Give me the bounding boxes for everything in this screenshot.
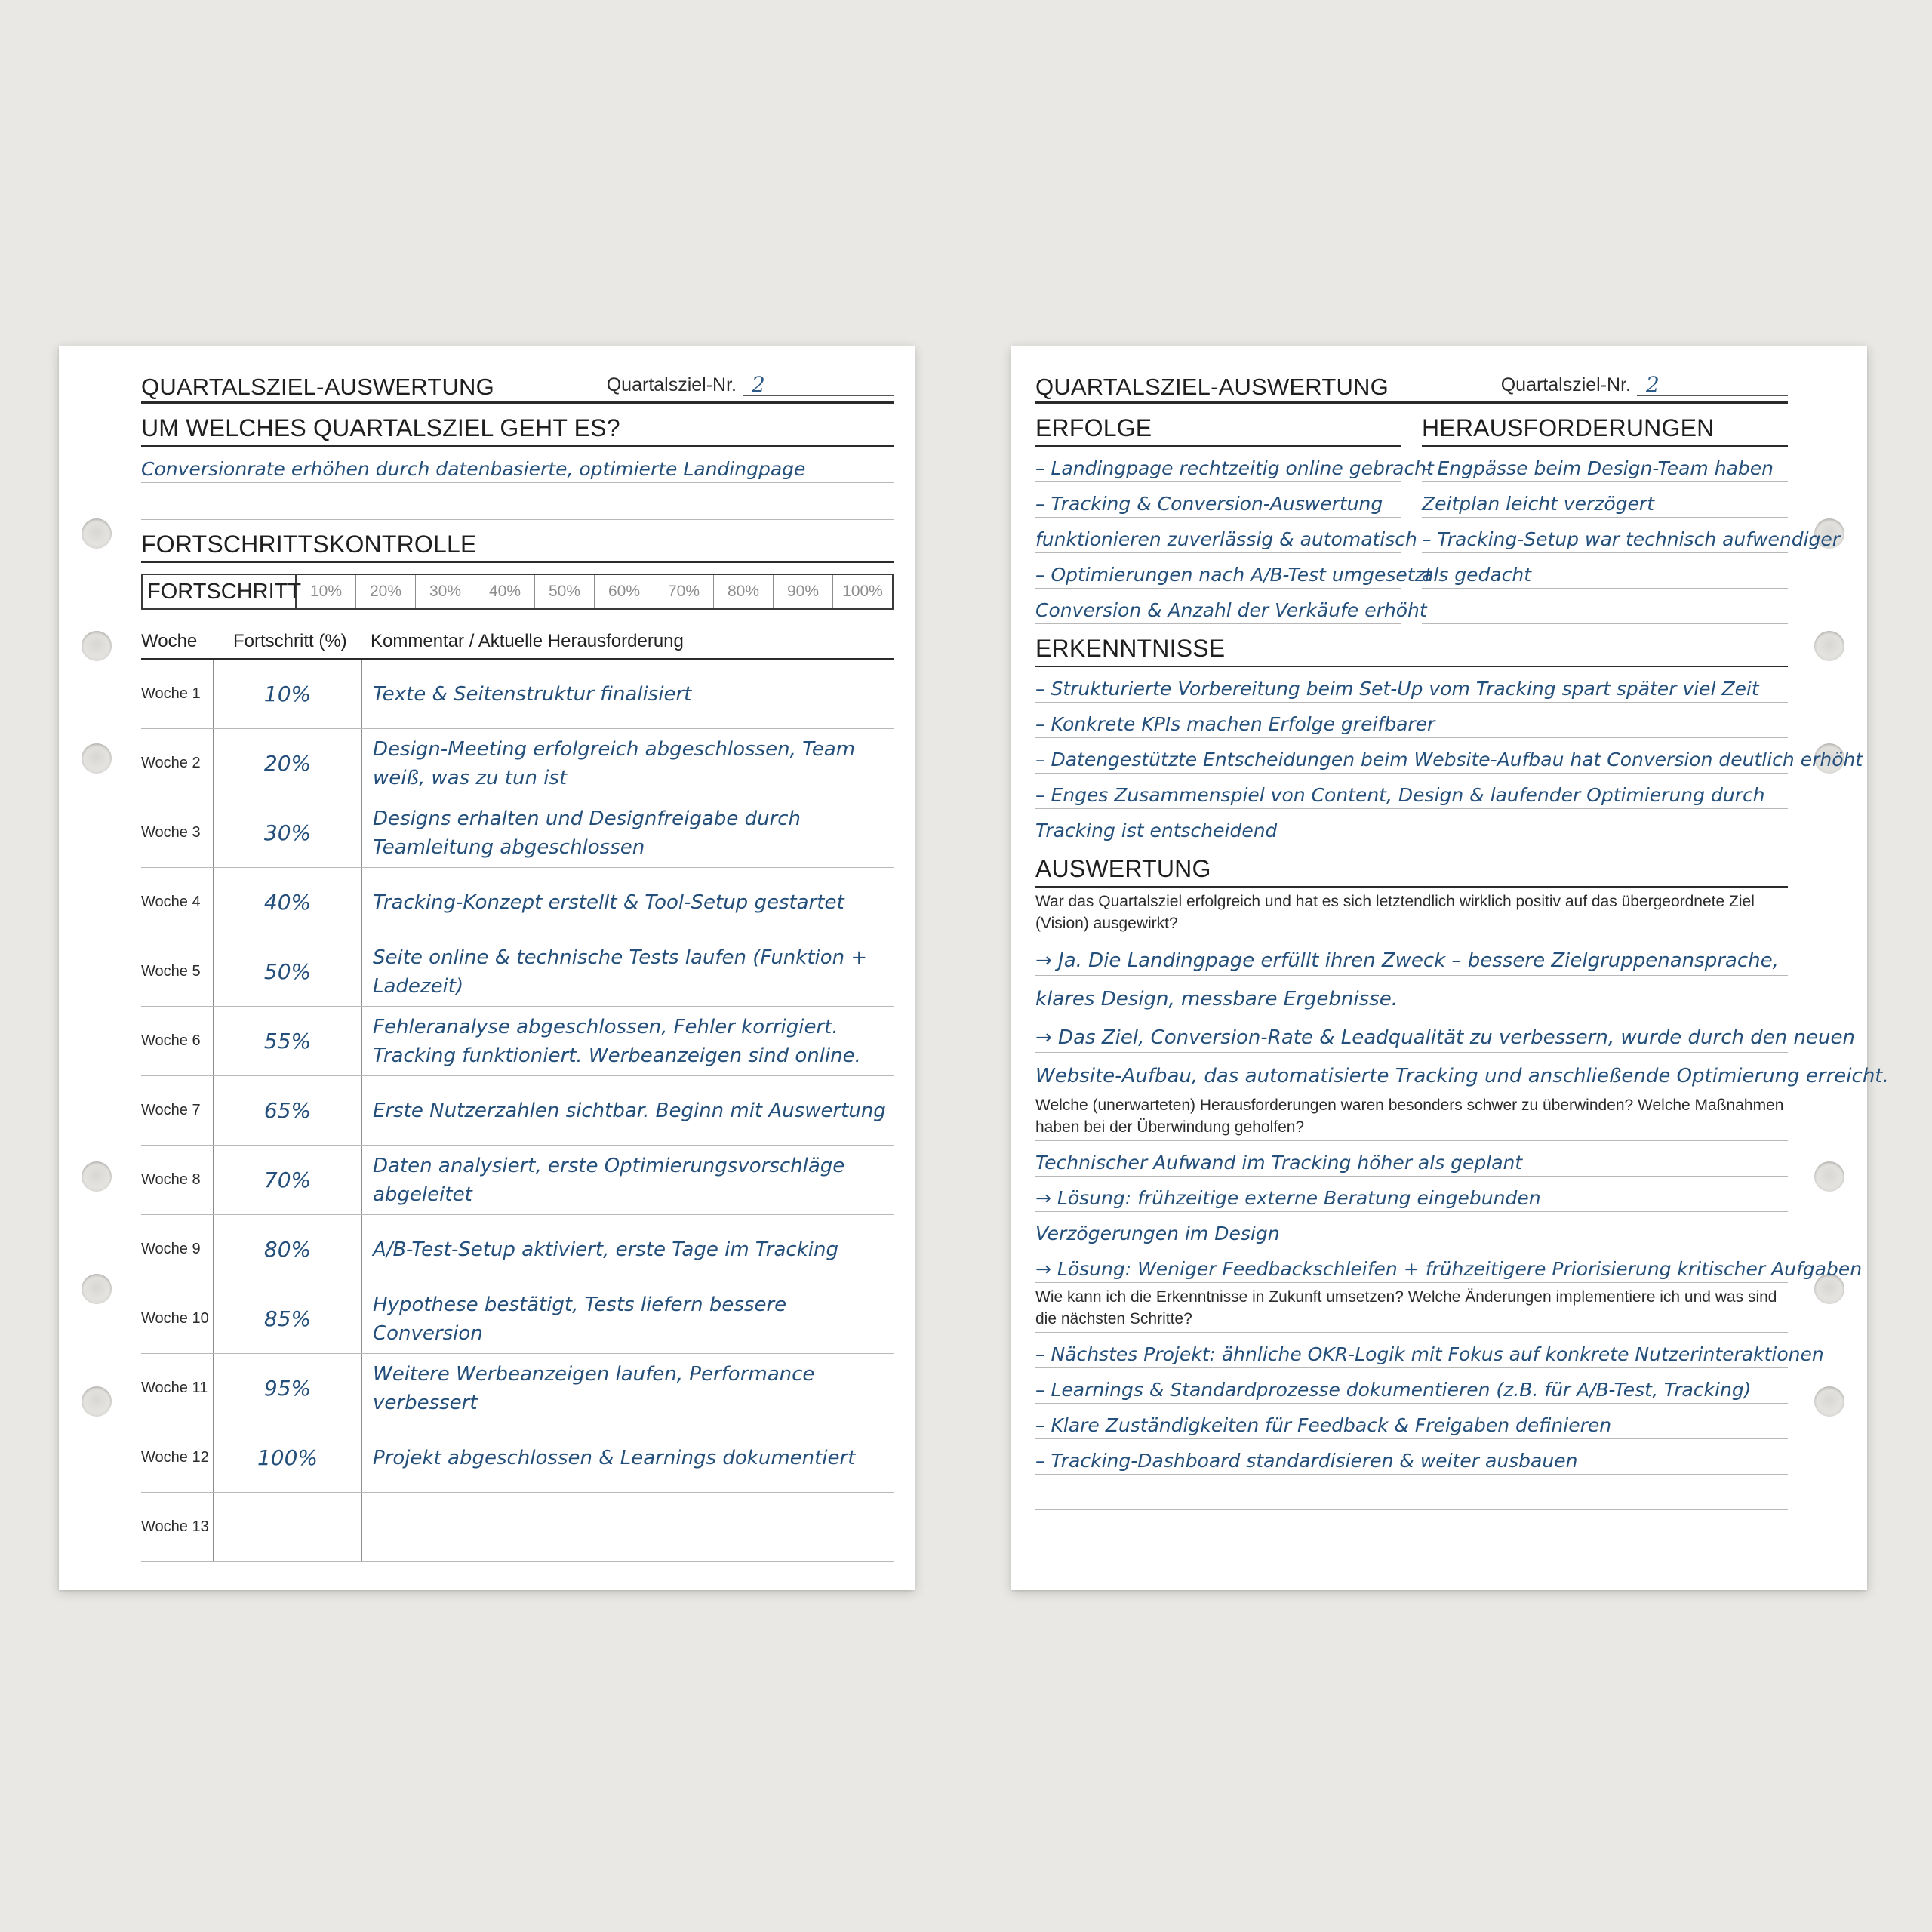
week-comment-cell[interactable] (362, 1076, 894, 1145)
week-label: Woche 8 (141, 1146, 214, 1214)
col-comment: Kommentar / Aktuelle Herausforderung (371, 631, 684, 651)
goal-number-field[interactable] (1637, 374, 1788, 396)
week-row (141, 1076, 894, 1146)
erkenntnis-text: – Strukturierte Vorbereitung beim Set-Up vom Tracking spart später viel Zeit (1035, 678, 1759, 700)
week-progress-value: 30% (263, 820, 312, 845)
week-progress-value: 85% (263, 1306, 312, 1331)
week-comment: Designs erhalten und Designfreigabe durch Teamleitung abgeschlossen (373, 807, 801, 859)
week-comment-cell[interactable] (362, 1146, 894, 1214)
goal-number-value: 2 (752, 372, 765, 397)
weekly-table-header (141, 625, 894, 660)
punch-hole (82, 743, 112, 774)
answer1-line[interactable] (1035, 1053, 1889, 1091)
week-progress-cell[interactable] (214, 1493, 362, 1561)
week-label: Woche 12 (141, 1423, 214, 1492)
week-row (141, 1423, 894, 1493)
week-row (141, 1493, 894, 1562)
answer2-text: Technischer Aufwand im Tracking höher als geplant (1035, 1152, 1523, 1174)
answer3-text: – Tracking-Dashboard standardisieren & weiter ausbauen (1035, 1450, 1578, 1472)
goal-line-empty[interactable] (141, 483, 894, 520)
week-comment-cell[interactable] (362, 937, 894, 1006)
week-comment-cell[interactable] (362, 1215, 894, 1284)
week-comment-cell[interactable] (362, 1423, 894, 1492)
week-row (141, 1146, 894, 1215)
answer3-text: – Nächstes Projekt: ähnliche OKR-Logik mit Fokus auf konkrete Nutzerinteraktionen (1035, 1343, 1824, 1365)
answer1-line[interactable] (1035, 937, 1788, 976)
week-comment-cell[interactable] (362, 868, 894, 937)
week-progress-value: 70% (263, 1168, 312, 1192)
week-progress-value: 80% (263, 1237, 312, 1262)
erfolge-herausforderungen (1035, 414, 1841, 624)
answer3-line[interactable] (1035, 1404, 1788, 1439)
goal-number-label: Quartalsziel-Nr. (1500, 374, 1631, 395)
progress-step[interactable]: 90% (774, 575, 833, 608)
answer2-text: Verzögerungen im Design (1035, 1223, 1280, 1244)
erkenntnis-text: – Enges Zusammenspiel von Content, Design & laufender Optimierung durch (1035, 784, 1765, 806)
week-row (141, 1354, 894, 1423)
auswertung-heading: AUSWERTUNG (1035, 855, 1788, 888)
herausforderung-line[interactable] (1422, 447, 1788, 482)
week-row (141, 1284, 894, 1354)
week-progress-cell[interactable] (214, 729, 362, 798)
goal-number-label: Quartalsziel-Nr. (606, 374, 737, 395)
week-comment-cell[interactable] (362, 1493, 894, 1561)
goal-text: Conversionrate erhöhen durch datenbasierte, optimierte Landingpage (141, 458, 806, 480)
week-comment-cell[interactable] (362, 798, 894, 867)
answer2-line[interactable] (1035, 1177, 1788, 1212)
erfolge-list (1035, 447, 1434, 624)
erfolg-line[interactable] (1035, 447, 1434, 482)
herausforderung-text: als gedacht (1422, 564, 1532, 586)
erfolg-text: – Tracking & Conversion-Auswertung (1035, 493, 1383, 515)
herausforderung-text: – Tracking-Setup war technisch aufwendiger (1422, 528, 1841, 550)
week-comment: Fehleranalyse abgeschlossen, Fehler korrigiert. Tracking funktioniert. Werbeanzeigen sind online. (373, 1015, 861, 1067)
erfolg-line[interactable] (1035, 589, 1427, 624)
herausforderung-text: Zeitplan leicht verzögert (1422, 493, 1654, 515)
week-row (141, 660, 894, 729)
herausforderungen-column (1422, 414, 1841, 624)
week-label: Woche 1 (141, 660, 214, 728)
answer3-line[interactable] (1035, 1439, 1788, 1475)
answer-1 (1035, 937, 1889, 1091)
progress-step[interactable]: 20% (356, 575, 416, 608)
page-title: QUARTALSZIEL-AUSWERTUNG (141, 374, 494, 400)
goal-line[interactable] (141, 447, 894, 483)
week-comment-cell[interactable] (362, 660, 894, 728)
erkenntnisse-heading: ERKENNTNISSE (1035, 635, 1788, 667)
answer3-line[interactable] (1035, 1333, 1824, 1368)
right-page (1011, 346, 1889, 1590)
answer1-text: Website-Aufbau, das automatisierte Tracking und anschließende Optimierung erreicht. (1035, 1065, 1889, 1088)
week-comment: Hypothese bestätigt, Tests liefern bessere Conversion (373, 1293, 787, 1345)
week-comment: Seite online & technische Tests laufen (Funktion + Ladezeit) (373, 946, 868, 998)
herausforderung-line[interactable] (1422, 553, 1788, 589)
erfolg-line[interactable] (1035, 518, 1417, 553)
week-row (141, 729, 894, 798)
erkenntnis-line[interactable] (1035, 703, 1788, 738)
week-progress-value: 40% (263, 890, 312, 915)
week-comment-cell[interactable] (362, 1354, 894, 1423)
question-2: Welche (unerwarteten) Herausforderungen waren besonders schwer zu überwinden? Welche Maßnahmen haben bei der Überwindung geholfen? (1035, 1091, 1788, 1141)
erkenntnis-text: – Datengestützte Entscheidungen beim Website-Aufbau hat Conversion deutlich erhöht (1035, 749, 1863, 771)
erkenntnis-line[interactable] (1035, 667, 1788, 703)
punch-hole (82, 1274, 112, 1304)
punch-hole (1814, 631, 1844, 661)
week-progress-cell[interactable] (214, 1146, 362, 1214)
question-3: Wie kann ich die Erkenntnisse in Zukunft umsetzen? Welche Änderungen implementiere ich und was sind die nächsten Schritte? (1035, 1283, 1788, 1333)
answer3-text: – Klare Zuständigkeiten für Feedback & Freigaben definieren (1035, 1414, 1612, 1436)
punch-hole (82, 518, 112, 549)
week-progress-cell[interactable] (214, 1076, 362, 1145)
weekly-table (141, 660, 894, 1562)
erfolge-heading: ERFOLGE (1035, 414, 1401, 447)
answer2-line[interactable] (1035, 1141, 1788, 1177)
punch-hole (1814, 1161, 1844, 1192)
erkenntnisse-list (1035, 667, 1863, 844)
herausforderung-line[interactable] (1422, 482, 1788, 518)
week-label: Woche 10 (141, 1284, 214, 1353)
week-label: Woche 3 (141, 798, 214, 867)
herausforderungen-list (1422, 447, 1841, 624)
col-progress: Fortschritt (%) (233, 631, 347, 651)
progress-step[interactable]: 30% (416, 575, 475, 608)
erfolg-text: funktionieren zuverlässig & automatisch (1035, 528, 1417, 550)
progress-scale-label: FORTSCHRITT (143, 575, 297, 608)
progress-step[interactable]: 40% (475, 575, 535, 608)
week-progress-cell[interactable] (214, 798, 362, 867)
week-progress-cell[interactable] (214, 1354, 362, 1423)
herausforderung-text: – Engpässe beim Design-Team haben (1422, 457, 1774, 479)
goal-number (1501, 374, 1788, 401)
week-comment: Erste Nutzerzahlen sichtbar. Beginn mit Auswertung (373, 1099, 886, 1122)
page-header (141, 369, 894, 404)
col-week: Woche (141, 631, 198, 651)
week-label: Woche 2 (141, 729, 214, 798)
goal-number-field[interactable] (743, 374, 894, 396)
week-label: Woche 13 (141, 1493, 214, 1561)
erfolg-text: Conversion & Anzahl der Verkäufe erhöht (1035, 599, 1427, 621)
answer1-text: → Ja. Die Landingpage erfüllt ihren Zweck – bessere Zielgruppenansprache, (1035, 949, 1779, 972)
week-progress-cell[interactable] (214, 1284, 362, 1353)
answer1-text: → Das Ziel, Conversion-Rate & Leadqualität zu verbessern, wurde durch den neuen (1035, 1026, 1855, 1049)
progress-scale (141, 574, 894, 610)
week-progress-value: 100% (257, 1445, 318, 1470)
week-progress-cell[interactable] (214, 868, 362, 937)
answer2-text: → Lösung: Weniger Feedbackschleifen + frühzeitigere Priorisierung kritischer Aufgaben (1035, 1258, 1863, 1280)
answer2-line[interactable] (1035, 1247, 1863, 1283)
week-progress-value: 20% (263, 751, 312, 776)
week-comment: Tracking-Konzept erstellt & Tool-Setup gestartet (373, 891, 844, 914)
week-progress-cell[interactable] (214, 660, 362, 728)
question-1: War das Quartalsziel erfolgreich und hat es sich letztendlich wirklich positiv auf das übergeordnete Ziel (Vision) ausgewirkt? (1035, 888, 1788, 937)
week-label: Woche 6 (141, 1007, 214, 1075)
punch-hole (82, 631, 112, 661)
week-label: Woche 7 (141, 1076, 214, 1145)
herausforderung-line[interactable] (1422, 518, 1841, 553)
week-label: Woche 5 (141, 937, 214, 1006)
week-progress-value: 50% (263, 959, 312, 984)
answer3-line[interactable] (1035, 1368, 1788, 1404)
goal-heading: UM WELCHES QUARTALSZIEL GEHT ES? (141, 414, 894, 447)
week-comment-cell[interactable] (362, 1007, 894, 1075)
week-comment: Projekt abgeschlossen & Learnings dokumentiert (373, 1446, 856, 1469)
week-comment-cell[interactable] (362, 729, 894, 798)
answer2-line[interactable] (1035, 1212, 1788, 1247)
answer1-text: klares Design, messbare Ergebnisse. (1035, 988, 1398, 1011)
erkenntnis-text: Tracking ist entscheidend (1035, 820, 1278, 841)
punch-hole (82, 1161, 112, 1192)
week-comment: Weitere Werbeanzeigen laufen, Performance verbessert (373, 1362, 815, 1414)
erkenntnis-line[interactable] (1035, 809, 1788, 844)
week-progress-value: 55% (263, 1029, 312, 1054)
week-comment: Daten analysiert, erste Optimierungsvorschläge abgeleitet (373, 1154, 845, 1206)
week-progress-cell[interactable] (214, 1423, 362, 1492)
progress-step[interactable]: 50% (535, 575, 595, 608)
punch-hole (1814, 1386, 1844, 1417)
erfolg-text: – Landingpage rechtzeitig online gebracht (1035, 457, 1434, 479)
week-row (141, 1007, 894, 1076)
page-title: QUARTALSZIEL-AUSWERTUNG (1035, 374, 1389, 400)
erkenntnis-line[interactable] (1035, 738, 1863, 774)
answer3-text: – Learnings & Standardprozesse dokumentieren (z.B. für A/B-Test, Tracking) (1035, 1379, 1752, 1401)
erfolg-line[interactable] (1035, 553, 1432, 589)
week-row (141, 868, 894, 937)
week-comment: Design-Meeting erfolgreich abgeschlossen, Team weiß, was zu tun ist (373, 737, 856, 789)
week-progress-value: 10% (263, 681, 312, 706)
progress-step[interactable]: 100% (842, 583, 883, 600)
week-label: Woche 11 (141, 1354, 214, 1423)
erkenntnis-text: – Konkrete KPIs machen Erfolge greifbarer (1035, 713, 1435, 735)
answer3-line[interactable] (1035, 1475, 1788, 1510)
progress-step[interactable]: 10% (297, 575, 356, 608)
week-comment: A/B-Test-Setup aktiviert, erste Tage im Tracking (373, 1238, 838, 1261)
answer-3 (1035, 1333, 1824, 1510)
week-comment-cell[interactable] (362, 1284, 894, 1353)
progress-step[interactable]: 80% (714, 575, 774, 608)
erfolg-text: – Optimierungen nach A/B-Test umgesetzt (1035, 564, 1432, 586)
progress-step[interactable]: 70% (654, 575, 714, 608)
answer1-line[interactable] (1035, 976, 1788, 1014)
week-progress-value: 65% (263, 1098, 312, 1123)
week-label: Woche 4 (141, 868, 214, 937)
week-row (141, 937, 894, 1007)
erfolge-column (1035, 414, 1434, 624)
herausforderungen-heading: HERAUSFORDERUNGEN (1422, 414, 1788, 447)
goal-number (607, 374, 894, 401)
herausforderung-line[interactable] (1422, 589, 1788, 624)
week-row (141, 1215, 894, 1284)
answer1-line[interactable] (1035, 1014, 1855, 1053)
week-progress-cell[interactable] (214, 1007, 362, 1075)
page-header (1035, 369, 1788, 404)
left-page (59, 346, 915, 1590)
week-progress-value: 95% (263, 1376, 312, 1401)
week-comment: Texte & Seitenstruktur finalisiert (373, 682, 692, 706)
answer2-text: → Lösung: frühzeitige externe Beratung eingebunden (1035, 1187, 1541, 1209)
week-label: Woche 9 (141, 1215, 214, 1284)
erkenntnis-line[interactable] (1035, 774, 1788, 809)
progress-step[interactable]: 60% (595, 575, 654, 608)
progress-heading: FORTSCHRITTSKONTROLLE (141, 531, 894, 563)
punch-hole (82, 1386, 112, 1417)
week-progress-cell[interactable] (214, 937, 362, 1006)
answer-2 (1035, 1141, 1863, 1283)
erfolg-line[interactable] (1035, 482, 1401, 518)
week-progress-cell[interactable] (214, 1215, 362, 1284)
week-row (141, 798, 894, 868)
goal-number-value: 2 (1646, 372, 1660, 397)
